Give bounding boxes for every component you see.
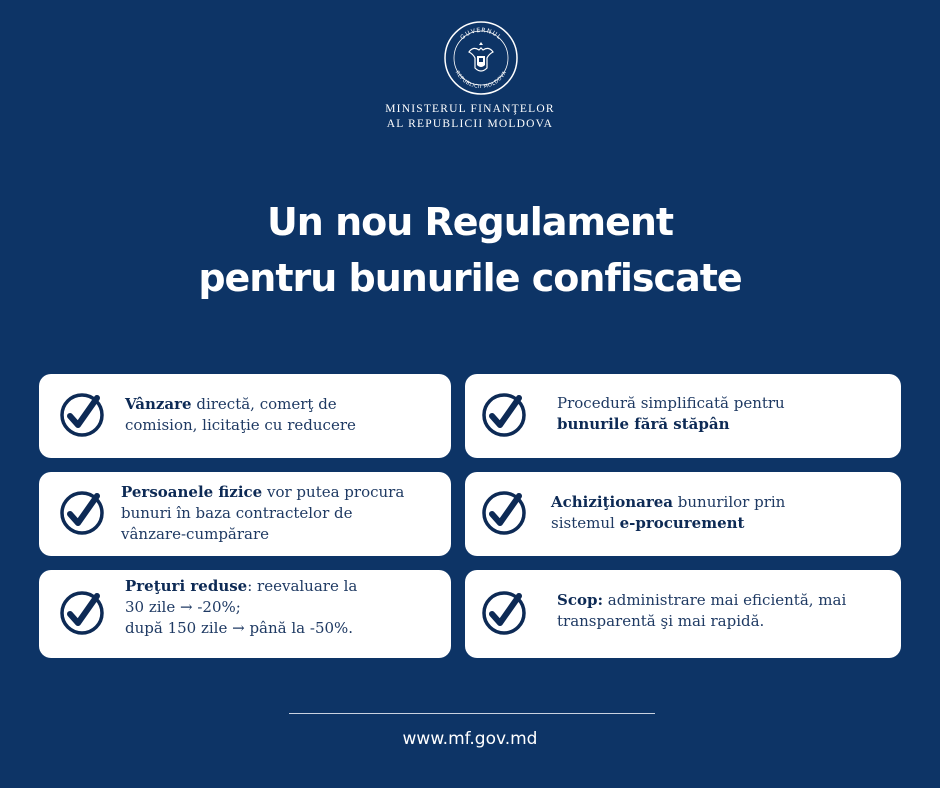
feature-text	[551, 492, 785, 534]
check-circle-icon	[481, 392, 527, 438]
feature-text-bold: e-procurement	[619, 514, 745, 532]
svg-text:REPUBLICII MOLDOVA	[454, 70, 508, 90]
feature-text-part: : reevaluare la	[247, 577, 358, 595]
feature-text-bold: bunurile fără stăpân	[557, 415, 730, 433]
page-title-line2: pentru bunurile confiscate	[198, 256, 742, 300]
feature-text	[121, 482, 404, 545]
page-title-line1: Un nou Regulament	[266, 200, 674, 244]
feature-card-scope	[465, 570, 901, 658]
feature-card-individuals	[39, 472, 451, 556]
feature-card-ownerless-goods	[465, 374, 901, 458]
footer-divider	[289, 713, 655, 714]
ministry-name-line1: MINISTERUL FINANŢELOR	[385, 103, 555, 115]
emblem-text-top: GUVERNUL	[459, 26, 503, 42]
svg-text:GUVERNUL	[459, 27, 503, 41]
feature-text-part: transparentă şi mai rapidă.	[557, 612, 765, 630]
feature-text-bold: Scop:	[557, 591, 603, 609]
feature-text	[125, 394, 356, 436]
coat-of-arms-icon	[443, 20, 519, 96]
feature-card-direct-sale	[39, 374, 451, 458]
feature-text-bold: Preţuri reduse	[125, 577, 248, 595]
feature-text-part: administrare mai eficientă, mai	[603, 591, 847, 609]
emblem-text-bottom: REPUBLICII MOLDOVA	[453, 69, 509, 91]
feature-text-part: vor putea procura	[262, 483, 405, 501]
feature-text	[557, 393, 785, 435]
feature-text-part: bunurilor prin	[673, 493, 786, 511]
check-circle-icon	[481, 490, 527, 536]
feature-text-bold: Vânzare	[125, 395, 192, 413]
feature-card-e-procurement	[465, 472, 901, 556]
feature-text	[557, 590, 846, 632]
feature-text-part: bunuri în baza contractelor de	[121, 504, 353, 522]
feature-text-part: comision, licitaţie cu reducere	[125, 416, 356, 434]
feature-text-part: sistemul	[551, 514, 620, 532]
feature-text-part: 30 zile → -20%;	[125, 598, 241, 616]
check-circle-icon	[59, 392, 105, 438]
website-link[interactable]: www.mf.gov.md	[402, 729, 538, 749]
feature-text-part: Procedură simplificată pentru	[557, 394, 785, 412]
feature-text-part: vânzare-cumpărare	[121, 525, 270, 543]
feature-text-bold: Achiziţionarea	[551, 493, 674, 511]
ministry-name-line2: AL REPUBLICII MOLDOVA	[386, 118, 554, 130]
feature-card-reduced-prices	[39, 570, 451, 658]
feature-text-part: directă, comerţ de	[191, 395, 337, 413]
check-circle-icon	[481, 590, 527, 636]
check-circle-icon	[59, 490, 105, 536]
feature-text-bold: Persoanele fizice	[121, 483, 263, 501]
feature-text	[125, 576, 357, 639]
check-circle-icon	[59, 590, 105, 636]
feature-text-part: după 150 zile → până la -50%.	[125, 619, 354, 637]
